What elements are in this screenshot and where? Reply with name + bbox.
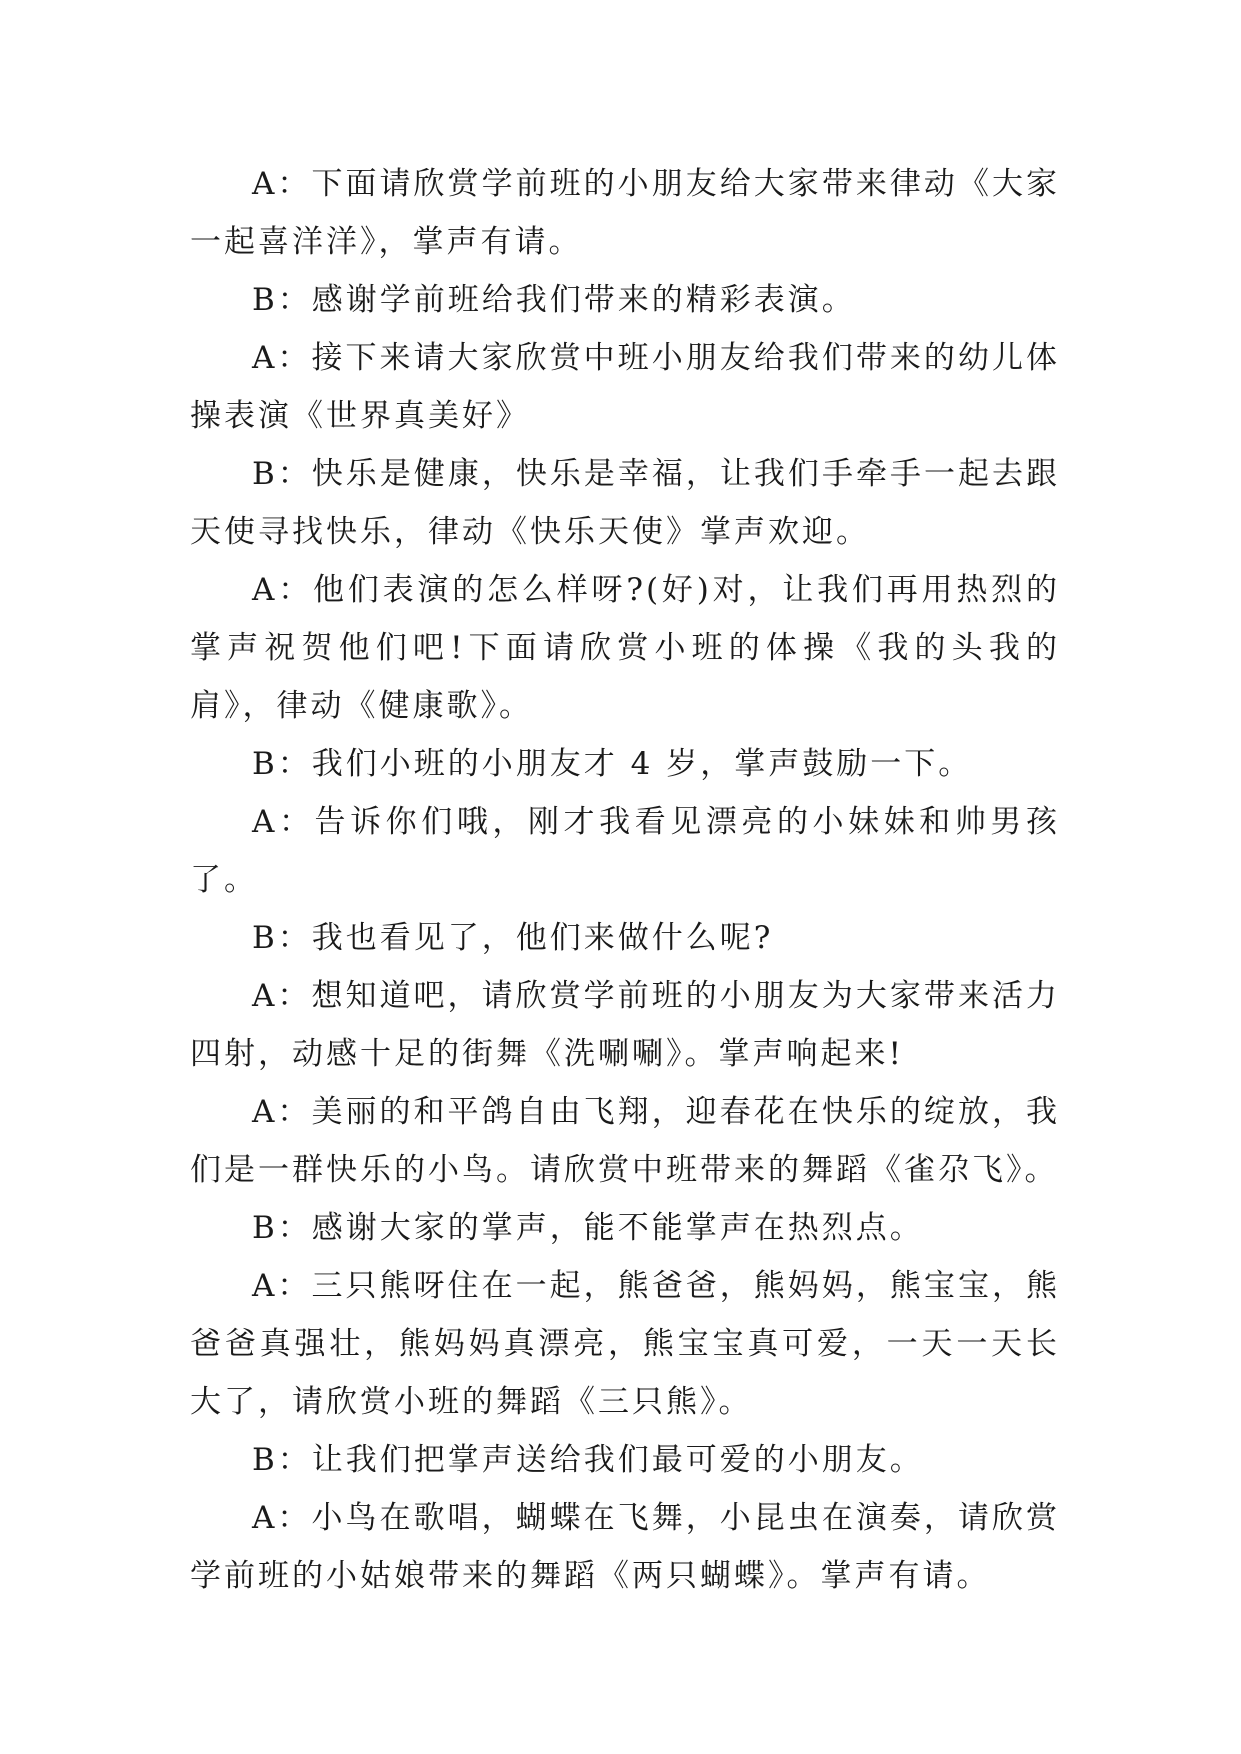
paragraph: B：感谢学前班给我们带来的精彩表演。 (252, 282, 856, 318)
paragraph: A：告诉你们哦，刚才我看见漂亮的小妹妹和帅男孩了。 (190, 804, 1060, 898)
paragraph: A：三只熊呀住在一起，熊爸爸，熊妈妈，熊宝宝，熊爸爸真强壮，熊妈妈真漂亮，熊宝宝真可爱，一天一天长大了，请欣赏小班的舞蹈《三只熊》。 (190, 1268, 1060, 1420)
paragraph: B：我也看见了，他们来做什么呢? (252, 920, 774, 956)
paragraph: B：我们小班的小朋友才 4 岁，掌声鼓励一下。 (252, 746, 973, 782)
document-body (190, 155, 1060, 1605)
paragraph: A：他们表演的怎么样呀?(好)对，让我们再用热烈的掌声祝贺他们吧!下面请欣赏小班的体操《我的头我的肩》，律动《健康歌》。 (190, 572, 1060, 724)
paragraph: A：下面请欣赏学前班的小朋友给大家带来律动《大家一起喜洋洋》，掌声有请。 (190, 166, 1060, 260)
paragraph: A：小鸟在歌唱，蝴蝶在飞舞，小昆虫在演奏，请欣赏学前班的小姑娘带来的舞蹈《两只蝴蝶》。掌声有请。 (190, 1500, 1060, 1594)
paragraph: A：接下来请大家欣赏中班小朋友给我们带来的幼儿体操表演《世界真美好》 (190, 340, 1060, 434)
paragraph: A：美丽的和平鸽自由飞翔，迎春花在快乐的绽放，我们是一群快乐的小鸟。请欣赏中班带来的舞蹈《雀尕飞》。 (190, 1094, 1060, 1188)
paragraph: B：让我们把掌声送给我们最可爱的小朋友。 (252, 1442, 924, 1478)
paragraph: B：感谢大家的掌声，能不能掌声在热烈点。 (252, 1210, 924, 1246)
paragraph: B：快乐是健康，快乐是幸福，让我们手牵手一起去跟天使寻找快乐，律动《快乐天使》掌声欢迎。 (190, 456, 1060, 550)
paragraph: A：想知道吧，请欣赏学前班的小朋友为大家带来活力四射，动感十足的街舞《洗唰唰》。掌声响起来! (190, 978, 1060, 1072)
